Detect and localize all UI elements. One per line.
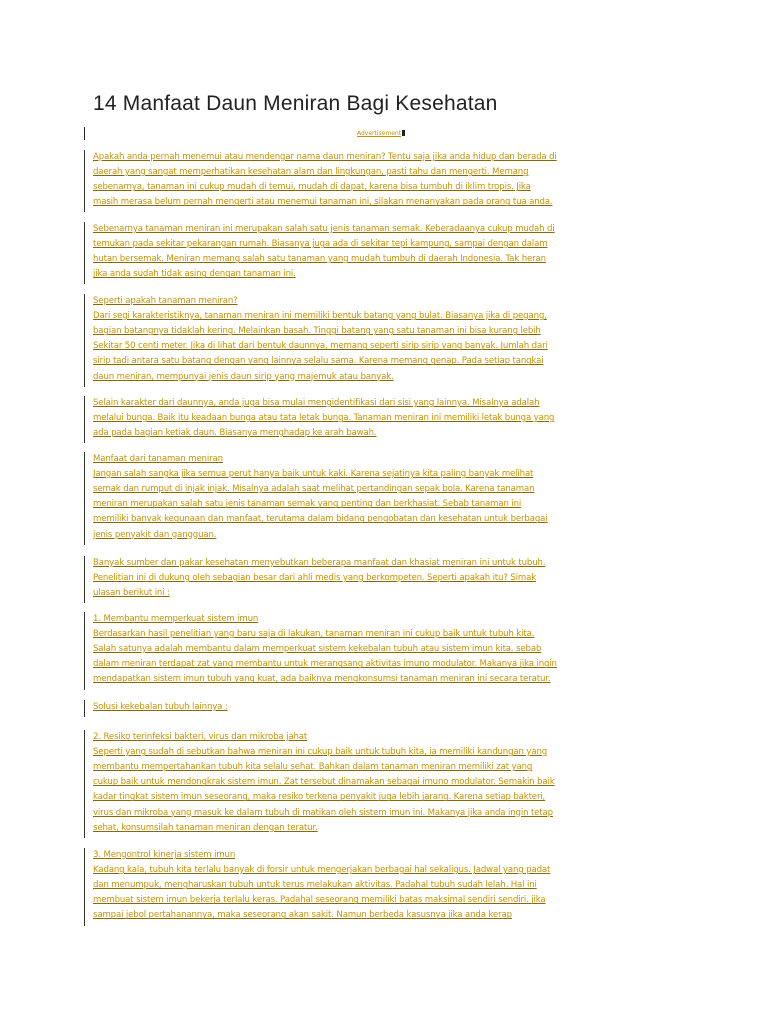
block-bar — [84, 730, 85, 838]
article-paragraph — [84, 730, 684, 838]
article-paragraph — [84, 612, 684, 690]
paragraph-line-link[interactable]: Selain karakter dari daunnya, anda juga bisa mulai mengidentifikasi dari sisi yang lainnya. Misalnya adalah — [93, 398, 540, 408]
article-paragraph — [84, 700, 684, 717]
paragraph-line-link[interactable]: Jangan salah sangka jika semua perut hanya baik untuk kaki. Karena sejatinya kita paling banyak melihat — [93, 469, 534, 480]
block-bar — [84, 700, 85, 717]
paragraph-line-link[interactable]: cukup baik untuk mendongkrak sistem imun. Zat tersebut dinamakan sebagai imuno modulator. Semakin baik — [93, 777, 555, 788]
article-paragraph — [84, 452, 684, 545]
paragraph-line-link[interactable]: membuat sistem imun bekerja terlalu keras. Padahal seseorang memiliki batas maksimal sendiri sendiri. jika — [93, 895, 546, 906]
paragraph-line-link[interactable]: ulasan berikut ini : — [93, 588, 170, 599]
paragraph-line-link[interactable]: Sekitar 50 centi meter. Jika di lihat dari bentuk daunnya, memang seperti sirip sirip yang banyak. Jumlah dari — [93, 341, 548, 352]
paragraph-line-link[interactable]: Seperti yang sudah di sebutkan bahwa meniran ini cukup baik untuk tubuh kita, ia memiliki kandungan yang — [93, 747, 548, 758]
article-paragraph — [84, 150, 684, 212]
paragraph-line-link[interactable]: Manfaat dari tanaman meniran — [93, 454, 223, 464]
paragraph-line-link[interactable]: sehat, konsumsilah tanaman meniran dengan teratur. — [93, 822, 318, 833]
paragraph-line-link[interactable]: daerah yang sangat memperhatikan kesehatan alam dan lingkungan, pasti tahu dan mengerti. Memang — [93, 167, 529, 178]
paragraph-line-link[interactable]: kadar tingkat sistem imun seseorang, maka resiko terkena penyakit juga lebih jarang. Karena setiap bakteri, — [93, 792, 546, 803]
article-paragraph — [84, 396, 684, 443]
block-bar — [84, 127, 85, 140]
paragraph-line-link[interactable]: meniran merupakan salah satu jenis tanaman semak yang penting dan berkhasiat. Sebab tanaman ini — [93, 499, 522, 510]
paragraph-line-link[interactable]: membantu mempertahankan tubuh kita selalu sehat. Bahkan dalam tanaman meniran memiliki zat yang — [93, 762, 533, 773]
block-bar — [84, 294, 85, 387]
paragraph-line-link[interactable]: Berdasarkan hasil penelitian yang baru saja di lakukan, tanaman meniran ini cukup baik untuk tubuh kita. — [93, 629, 535, 640]
advertisement-link[interactable]: Advertisement — [357, 130, 405, 137]
paragraph-line-link[interactable]: masih merasa belum pernah mengerti atau menemui tanaman ini, silakan menanyakan pada orang tua anda. — [93, 197, 553, 208]
paragraph-line-link[interactable]: Dari segi karakteristiknya, tanaman meniran ini memiliki bentuk batang yang bulat. Biasanya jika di pegang, — [93, 311, 547, 322]
paragraph-line-link[interactable]: bagian batangnya tidaklah kering. Melainkan basah. Tinggi batang yang satu tanaman ini bisa kurang lebih — [93, 326, 541, 337]
paragraph-line-link[interactable]: Apakah anda pernah menemui atau mendengar nama daun meniran? Tentu saja jika anda hidup dan berada di — [93, 152, 557, 162]
paragraph-line-link[interactable]: Kadang kala, tubuh kita terlalu banyak di forsir untuk mengerjakan berbagai hal sekaligus. Jadwal yang padat — [93, 865, 551, 876]
article-paragraph — [84, 222, 684, 284]
paragraph-line-link[interactable]: hutan bersemak. Meniran memang salah satu tanaman yang mudah tumbuh di daerah Indonesia. Tak heran — [93, 254, 546, 265]
paragraph-line-link[interactable]: jenis penyakit dan gangguan. — [93, 529, 217, 540]
article-paragraph — [84, 556, 684, 603]
article-paragraph — [84, 848, 684, 926]
paragraph-line-link[interactable]: virus dan mikroba yang masuk ke dalam tubuh di matikan oleh sistem imun ini. Makanya jika anda ingin tetap — [93, 807, 553, 818]
paragraph-line-link[interactable]: Solusi kekebalan tubuh lainnya : — [93, 702, 228, 712]
paragraph-line-link[interactable]: sampai jebol pertahanannya, maka seseorang akan sakit. Namun berbeda kasusnya jika anda kerap — [93, 910, 512, 921]
paragraph-line-link[interactable]: mendapatkan sistem imun tubuh yang kuat, ada baiknya mengkonsumsi tanaman meniran ini secara teratur. — [93, 674, 551, 685]
paragraph-line-link[interactable]: Seperti apakah tanaman meniran? — [93, 296, 238, 306]
paragraph-line-link[interactable]: ada pada bagian ketiak daun. Biasanya menghadap ke arah bawah. — [93, 428, 377, 439]
paragraph-line-link[interactable]: 1. Membantu memperkuat sistem imun — [93, 614, 259, 624]
paragraph-line-link[interactable]: dan menumpuk, mengharuskan tubuh untuk terus melakukan aktivitas. Padahal tubuh sudah lelah. Hal ini — [93, 880, 537, 891]
paragraph-line-link[interactable]: 2. Resiko terinfeksi bakteri, virus dan mikroba jahat — [93, 732, 308, 742]
paragraph-line-link[interactable]: daun meniran, mempunyai jenis daun sirip yang majemuk atau banyak. — [93, 371, 394, 382]
paragraph-line-link[interactable]: melalui bunga. Baik itu keadaan bunga atau tata letak bunga. Tanaman meniran ini memiliki letak bunga yang — [93, 413, 555, 424]
advertisement-row — [84, 127, 684, 141]
block-bar — [84, 452, 85, 545]
paragraph-line-link[interactable]: sebenarnya, tanaman ini cukup mudah di temui, mudah di dapat, karena bisa tumbuh di iklim tropis. Jika — [93, 182, 531, 193]
paragraph-line-link[interactable]: jika anda sudah tidak asing dengan tanaman ini. — [93, 269, 296, 280]
paragraph-line-link[interactable]: memiliki banyak kegunaan dan manfaat, terutama dalam bidang pengobatan dan kesehatan untuk berbagai — [93, 514, 548, 525]
page-title: 14 Manfaat Daun Meniran Bagi Kesehatan — [93, 92, 498, 115]
paragraph-line-link[interactable]: Salah satunya adalah membantu dalam memperkuat sistem kekebalan tubuh atau sistem imun kita. sebab — [93, 644, 542, 655]
paragraph-line-link[interactable]: dalam meniran terdapat zat yang membantu untuk merangsang aktivitas imuno modulator. Makanya jika ingin — [93, 659, 557, 670]
block-bar — [84, 222, 85, 284]
paragraph-line-link[interactable]: Penelitian ini di dukung oleh sebagian besar dari ahli medis yang berkompeten. Seperti apakah itu? Simak — [93, 573, 537, 584]
block-bar — [84, 396, 85, 443]
block-bar — [84, 150, 85, 212]
block-bar — [84, 848, 85, 926]
paragraph-line-link[interactable]: Banyak sumber dan pakar kesehatan menyebutkan beberapa manfaat dan khasiat meniran ini untuk tubuh. — [93, 558, 546, 568]
paragraph-line-link[interactable]: 3. Mengontrol kinerja sistem imun — [93, 850, 236, 860]
article-paragraph — [84, 294, 684, 387]
block-bar — [84, 612, 85, 690]
paragraph-line-link[interactable]: Sebenarnya tanaman meniran ini merupakan salah satu jenis tanaman semak. Keberadaanya cukup mudah di — [93, 224, 555, 234]
paragraph-line-link[interactable]: semak dan rumput di injak injak. Misalnya adalah saat melihat pertandingan sepak bola. Karena tanaman — [93, 484, 535, 495]
paragraph-line-link[interactable]: sirip tadi antara satu batang dengan yang lainnya selalu sama. Karena memang genap. Pada setiap tangkai — [93, 356, 544, 367]
block-bar — [84, 556, 85, 603]
paragraph-line-link[interactable]: temukan pada sekitar pekarangan rumah. Biasanya juga ada di sekitar tepi kampung, sampai dengan dalam — [93, 239, 548, 250]
